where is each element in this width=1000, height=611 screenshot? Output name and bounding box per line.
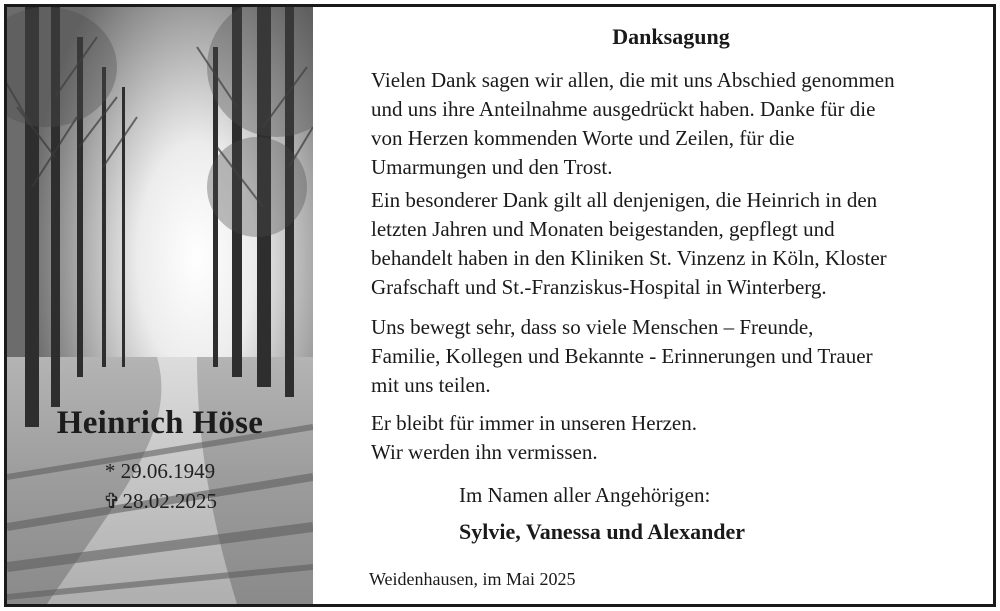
text-line: mit uns teilen. xyxy=(371,373,491,397)
text-line: Familie, Kollegen und Bekannte - Erinnerungen und Trauer xyxy=(371,344,873,368)
paragraph-remembrance xyxy=(371,409,971,467)
text-line: von Herzen kommenden Worte und Zeilen, für die xyxy=(371,126,795,150)
birth-date: * 29.06.1949 xyxy=(104,459,216,483)
text-line: Ein besonderer Dank gilt all denjenigen, die Heinrich in den xyxy=(371,188,878,212)
forest-path-image xyxy=(7,7,313,604)
text-line: Uns bewegt sehr, dass so viele Menschen – Freunde, xyxy=(371,315,814,339)
death-date-line xyxy=(7,489,313,514)
place-date: Weidenhausen, im Mai 2025 xyxy=(369,569,576,589)
closing-line: Im Namen aller Angehörigen: xyxy=(459,483,711,507)
text-line: Er bleibt für immer in unseren Herzen. xyxy=(371,411,697,435)
death-notice-card xyxy=(4,4,996,607)
text-line: und uns ihre Anteilnahme ausgedrückt haben. Danke für die xyxy=(371,97,876,121)
text-line: Wir werden ihn vermissen. xyxy=(371,440,598,464)
deceased-name: Heinrich Höse xyxy=(56,405,264,441)
notice-title: Danksagung xyxy=(612,24,730,49)
text-line: Grafschaft und St.-Franziskus-Hospital in Winterberg. xyxy=(371,275,827,299)
death-date: 28.02.2025 xyxy=(122,489,218,513)
signatories: Sylvie, Vanessa und Alexander xyxy=(459,519,746,544)
text-line: Umarmungen und den Trost. xyxy=(371,155,613,179)
paragraph-special-thanks xyxy=(371,186,971,302)
paragraph-moved xyxy=(371,313,971,400)
text-line: behandelt haben in den Kliniken St. Vinzenz in Köln, Kloster xyxy=(371,246,887,270)
paragraph-thanks xyxy=(371,66,971,182)
forest-path-photo xyxy=(7,7,313,604)
text-line: Vielen Dank sagen wir allen, die mit uns Abschied genommen xyxy=(371,68,895,92)
cross-icon: ✞ xyxy=(102,489,121,513)
text-line: letzten Jahren und Monaten beigestanden, gepflegt und xyxy=(371,217,835,241)
